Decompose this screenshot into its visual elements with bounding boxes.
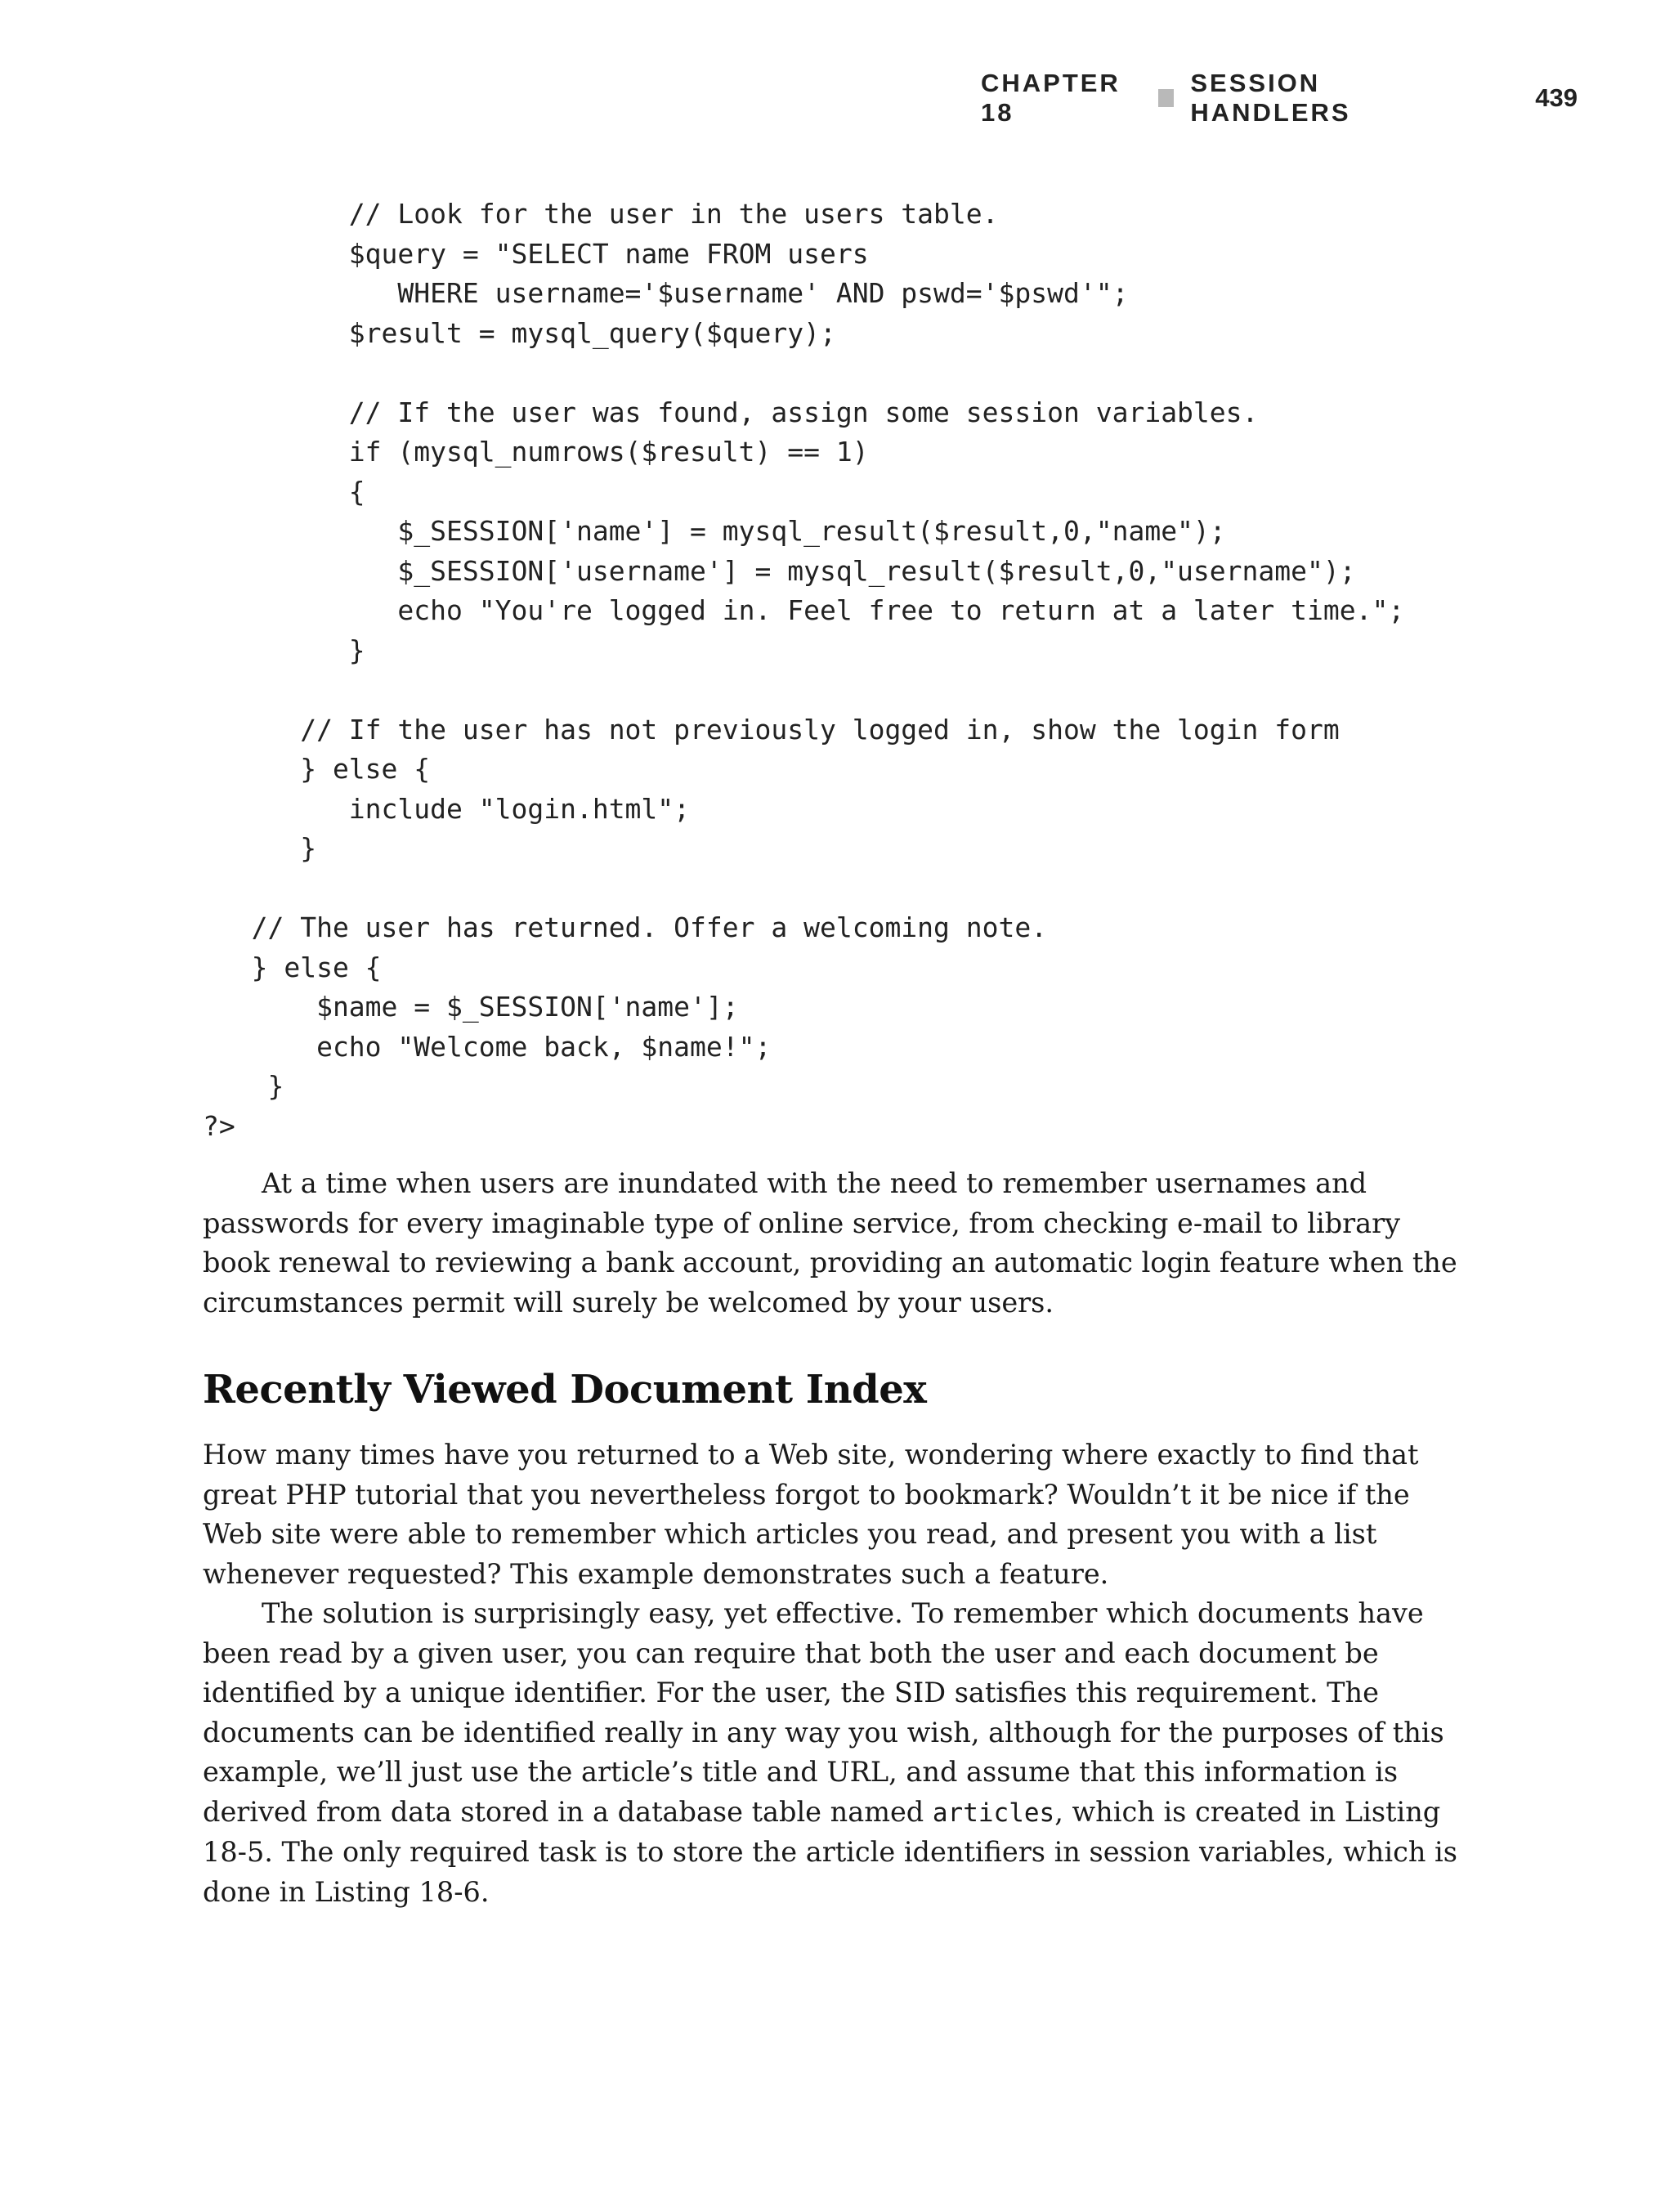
code-line: } <box>203 634 365 666</box>
code-line: ?> <box>203 1109 235 1142</box>
code-line: { <box>203 475 365 508</box>
separator-square-icon <box>1158 89 1174 107</box>
code-line: } else { <box>203 753 431 785</box>
code-line: } else { <box>203 951 382 983</box>
section-body <box>203 1435 1461 1912</box>
code-line: $result = mysql_query($query); <box>203 316 836 349</box>
section-label: SESSION HANDLERS <box>1190 69 1351 127</box>
code-line: echo "Welcome back, $name!"; <box>203 1030 772 1063</box>
inline-code-articles: articles <box>932 1798 1055 1828</box>
code-line: if (mysql_numrows($result) == 1) <box>203 436 869 468</box>
code-line: $query = "SELECT name FROM users <box>203 237 869 270</box>
paragraph-automatic-login <box>203 1164 1461 1323</box>
paragraph-text: At a time when users are inundated with the need to remember usernames and passwords for every imaginable type of online service, from checking e-mail to library book renewal to reviewing a bank account, providing an automatic login feature when the circumstances permit will surely be welcomed by your users. <box>203 1167 1457 1319</box>
code-line: include "login.html"; <box>203 792 691 825</box>
page-number: 439 <box>1535 83 1578 112</box>
paragraph-solution-text-b: , which is created in Listing 18-5. The only required task is to store the article identifiers in session variables, which is done in Listing 18-6. <box>203 1795 1457 1908</box>
code-line <box>203 356 219 388</box>
code-line: $_SESSION['name'] = mysql_result($result,0,"name"); <box>203 515 1226 547</box>
code-line: // If the user has not previously logged in, show the login form <box>203 713 1340 746</box>
running-header <box>980 69 1578 127</box>
paragraph-intro: How many times have you returned to a Web site, wondering where exactly to find that great PHP tutorial that you nevertheless forgot to bookmark? Wouldn’t it be nice if the Web site were able to remember which articles you read, and present you with a list whenever requested? This example demonstrates such a feature. <box>203 1439 1419 1590</box>
code-line: } <box>203 832 317 864</box>
code-line: // Look for the user in the users table. <box>203 198 999 230</box>
code-line <box>203 872 219 904</box>
code-line: $_SESSION['username'] = mysql_result($result,0,"username"); <box>203 554 1356 587</box>
section-heading: Recently Viewed Document Index <box>203 1367 927 1413</box>
code-line <box>203 674 219 705</box>
code-line: echo "You're logged in. Feel free to return at a later time."; <box>203 594 1405 626</box>
code-line: } <box>203 1070 284 1102</box>
code-line: WHERE username='$username' AND pswd='$pswd'"; <box>203 277 1129 309</box>
code-listing <box>203 195 1404 1146</box>
code-line: // If the user was found, assign some session variables. <box>203 396 1259 428</box>
code-line: // The user has returned. Offer a welcoming note. <box>203 911 1048 943</box>
paragraph-solution <box>203 1594 1461 1912</box>
paragraph-solution-text-a: The solution is surprisingly easy, yet effective. To remember which documents have been read by a given user, you can require that both the user and each document be identified by a unique identifier. For the user, the SID satisfies this requirement. The documents can be identified really in any way you wish, although for the purposes of this example, we’ll just use the article’s title and URL, and assume that this information is derived from data stored in a database table named <box>203 1597 1444 1828</box>
chapter-label: CHAPTER 18 <box>980 69 1121 127</box>
code-line: $name = $_SESSION['name']; <box>203 991 739 1023</box>
